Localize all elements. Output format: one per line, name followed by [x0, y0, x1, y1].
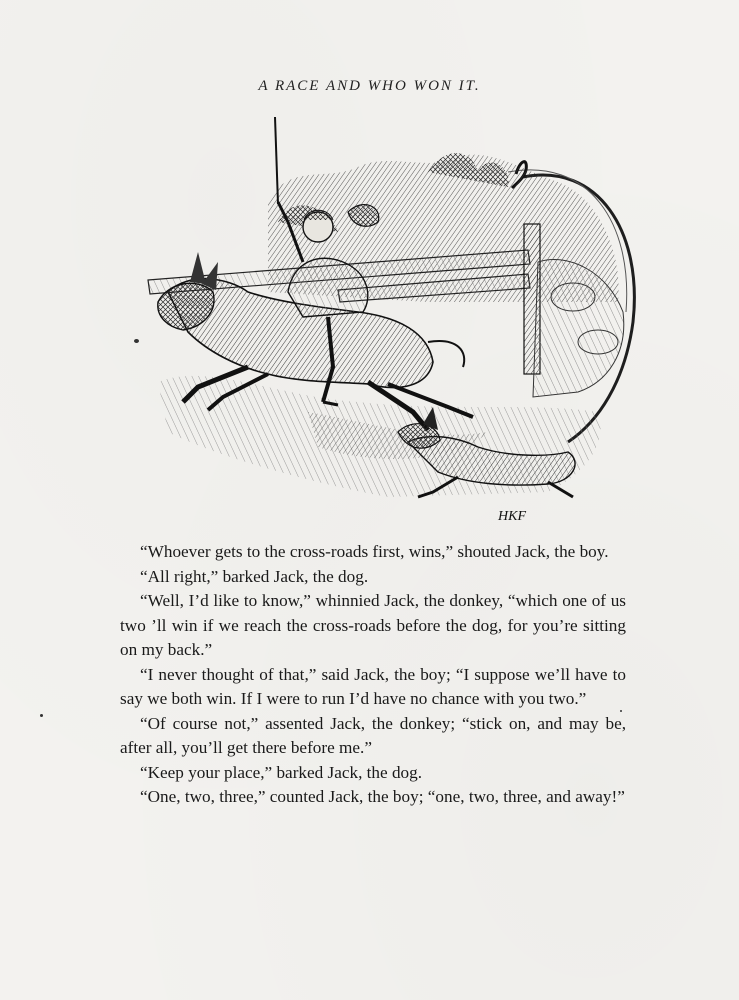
paragraph: “Whoever gets to the cross-roads first, wins,” shouted Jack, the boy. [140, 542, 609, 561]
paragraph: “Keep your place,” barked Jack, the dog. [140, 762, 423, 782]
story-text [120, 540, 626, 810]
paragraph: “I never thought of that,” said Jack, the boy; “I suppose we’ll have to say we both win. If I were to run I’d have no chance with you two.” [120, 664, 626, 708]
paragraph: “Well, I’d like to know,” whinnied Jack, the donkey, “which one of us two ’ll win if we reach the cross-roads before the dog, for you’re sitting on my back.” [120, 591, 626, 659]
artist-signature: HKF [498, 509, 526, 524]
running-head: A RACE AND WHO WON IT. [258, 78, 481, 94]
paragraph: “All right,” barked Jack, the dog. [140, 566, 369, 586]
print-speck [40, 714, 43, 717]
paragraph: “One, two, three,” counted Jack, the boy; “one, two, three, and away!” [140, 787, 625, 806]
engraving-illustration [128, 112, 643, 532]
print-speck [134, 339, 139, 343]
paragraph: “Of course not,” assented Jack, the donkey; “stick on, and may be, after all, you’ll get there before me.” [120, 713, 626, 757]
print-speck [620, 710, 622, 712]
